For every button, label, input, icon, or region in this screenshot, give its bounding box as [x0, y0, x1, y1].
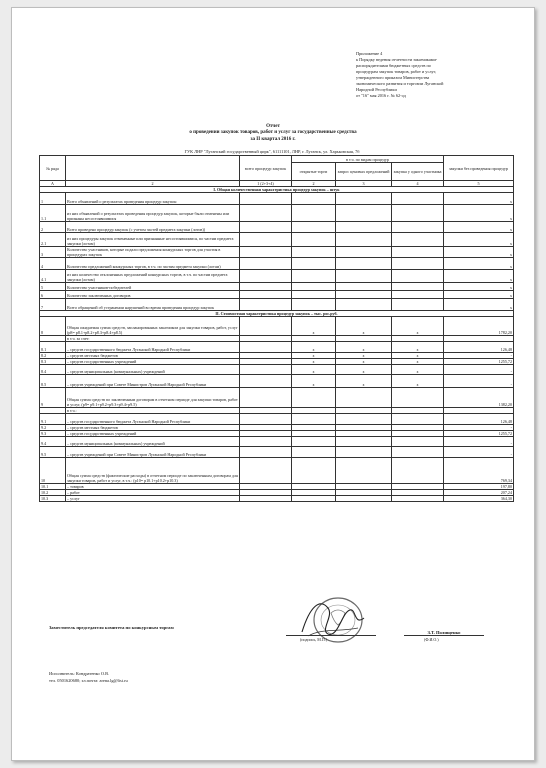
value-cell: x: [292, 365, 336, 375]
value-cell: [392, 247, 444, 258]
value-cell: [336, 447, 392, 458]
value-cell: [240, 375, 292, 388]
value-cell: x: [392, 365, 444, 375]
signatory-name: З.Т. Полищенко: [427, 630, 461, 635]
value-cell: [292, 291, 336, 299]
row-number: 8.3: [40, 359, 66, 365]
header-open-tenders: открытые торги: [292, 163, 336, 181]
row-number: 8.1: [40, 342, 66, 353]
value-cell: [392, 291, 444, 299]
row-label: в т.ч.:: [66, 408, 240, 414]
value-cell: -: [444, 447, 514, 458]
value-cell: 126,48: [444, 342, 514, 353]
value-cell: x: [444, 291, 514, 299]
row-number: 8: [40, 317, 66, 336]
value-cell: -: [444, 365, 514, 375]
row-label: из них количество отклоненных предложений конкурсных торгов, в т.ч. по частям предмета закупки (лотам): [66, 270, 240, 283]
value-cell: [292, 270, 336, 283]
value-cell: 197,80: [444, 484, 514, 490]
value-cell: x: [392, 342, 444, 353]
value-cell: [336, 291, 392, 299]
row-label: – средств учреждений при Совете Министров Луганской Народной Республики: [66, 375, 240, 388]
value-cell: [240, 258, 292, 270]
value-cell: x: [392, 375, 444, 388]
appendix-line: Народной Республики: [356, 87, 397, 92]
index-cell: 2: [292, 181, 336, 187]
header-price-quotes: запрос ценовых предложений: [336, 163, 392, 181]
value-cell: [292, 299, 336, 311]
row-number: 10.1: [40, 484, 66, 490]
value-cell: 1782,20: [444, 317, 514, 336]
value-cell: -: [444, 353, 514, 359]
row-number: 2.1: [40, 233, 66, 247]
section-title: II. Стоимостная характеристика процедур закупок – тыс. рос.руб.: [40, 311, 514, 317]
value-cell: 1255,72: [444, 431, 514, 437]
value-cell: [392, 205, 444, 222]
name-hint: (Ф.И.О.): [424, 637, 439, 642]
row-label: – средств государственных учреждений: [66, 431, 240, 437]
row-label: Количество предложений конкурсных торгов, в т.ч. по частям предмета закупки (лотам): [66, 258, 240, 270]
value-cell: [336, 205, 392, 222]
value-cell: 769,34: [444, 458, 514, 484]
value-cell: 1382,20: [444, 388, 514, 408]
value-cell: [292, 388, 336, 408]
value-cell: x: [444, 247, 514, 258]
row-number: 2: [40, 222, 66, 233]
value-cell: x: [292, 359, 336, 365]
table-row: [40, 247, 514, 258]
value-cell: [336, 258, 392, 270]
value-cell: [392, 437, 444, 447]
value-cell: [240, 283, 292, 291]
row-label: Количество заключенных договоров: [66, 291, 240, 299]
value-cell: [292, 247, 336, 258]
table-row: [40, 205, 514, 222]
report-title: [12, 124, 534, 143]
value-cell: x: [336, 317, 392, 336]
value-cell: [336, 299, 392, 311]
value-cell: [240, 458, 292, 484]
value-cell: x: [336, 353, 392, 359]
value-cell: [292, 496, 336, 502]
value-cell: [240, 388, 292, 408]
appendix-line: экономического развития и торговли Луганской: [356, 81, 444, 86]
index-cell: 5: [444, 181, 514, 187]
value-cell: 1255,72: [444, 359, 514, 365]
value-cell: [240, 233, 292, 247]
value-cell: [240, 205, 292, 222]
row-label: – средств государственных учреждений: [66, 359, 240, 365]
table-row: [40, 317, 514, 336]
header-indicator: [66, 156, 240, 181]
value-cell: x: [444, 233, 514, 247]
appendix-line: к Порядку ведения отчетности заказчиками-: [356, 57, 438, 62]
value-cell: x: [392, 353, 444, 359]
value-cell: [240, 496, 292, 502]
executor-contacts: тел. 0501620680; эл.почта: arena.lg@list.ru: [49, 677, 128, 683]
value-cell: [292, 233, 336, 247]
signature-hint: (подпись, М.П.): [300, 637, 328, 642]
value-cell: [240, 437, 292, 447]
row-number: 1.1: [40, 205, 66, 222]
value-cell: x: [336, 359, 392, 365]
value-cell: [392, 447, 444, 458]
value-cell: [292, 414, 336, 425]
value-cell: [240, 193, 292, 205]
row-number: 3: [40, 247, 66, 258]
name-line: [404, 635, 484, 636]
row-label: – средств муниципальных (коммунальных) учреждений: [66, 437, 240, 447]
executor-info: [49, 671, 128, 684]
value-cell: -: [444, 437, 514, 447]
table-row: [40, 458, 514, 484]
appendix-line: от "16" мая 2016 г. № 62-од: [356, 93, 406, 98]
title-line: Отчет: [266, 124, 280, 129]
value-cell: -: [444, 425, 514, 431]
index-cell: 4: [392, 181, 444, 187]
value-cell: 126,48: [444, 414, 514, 425]
row-number: 8.4: [40, 365, 66, 375]
value-cell: 364,30: [444, 496, 514, 502]
table-row: [40, 414, 514, 425]
value-cell: [336, 233, 392, 247]
table-row: [40, 375, 514, 388]
row-number: 9.3: [40, 431, 66, 437]
value-cell: [292, 283, 336, 291]
row-number: 8.5: [40, 375, 66, 388]
value-cell: [240, 342, 292, 353]
table-row: [40, 270, 514, 283]
value-cell: [392, 258, 444, 270]
row-label: – работ: [66, 490, 240, 496]
row-label: – средств муниципальных (коммунальных) учреждений: [66, 365, 240, 375]
value-cell: [392, 233, 444, 247]
value-cell: [292, 458, 336, 484]
table-row: [40, 258, 514, 270]
value-cell: [336, 414, 392, 425]
executor-name: Исполнитель: Кондратенко О.В.: [49, 671, 110, 676]
row-label: из них объявлений о результатах проведения процедур закупок, которые были отменены или признаны несостоявшимися: [66, 205, 240, 222]
table-row: [40, 193, 514, 205]
row-label: – услуг: [66, 496, 240, 502]
table-row: [40, 365, 514, 375]
value-cell: x: [336, 375, 392, 388]
value-cell: x: [292, 317, 336, 336]
value-cell: x: [444, 270, 514, 283]
value-cell: [336, 270, 392, 283]
header-single-source: закупка у одного участника: [392, 163, 444, 181]
row-label: Общая сумма средств (фактические расходы) в отчетном периоде по заключенным договорам для закупки товаров, работ и услуг, в т.ч.: (р10= р10.1+р10.2+р10.3): [66, 458, 240, 484]
value-cell: x: [444, 222, 514, 233]
value-cell: x: [444, 205, 514, 222]
row-label: Всего обращений об устранении нарушений во время проведения процедур закупок: [66, 299, 240, 311]
value-cell: [392, 270, 444, 283]
row-number: 10: [40, 458, 66, 484]
row-label: – средств государственного бюджета Луганской Народной Республики: [66, 414, 240, 425]
row-number: 5: [40, 283, 66, 291]
value-cell: [336, 437, 392, 447]
table-row: [40, 447, 514, 458]
value-cell: [240, 317, 292, 336]
signature-line: [286, 635, 376, 636]
value-cell: [336, 283, 392, 291]
value-cell: [292, 258, 336, 270]
value-cell: x: [444, 193, 514, 205]
value-cell: [292, 193, 336, 205]
row-number: 6: [40, 291, 66, 299]
value-cell: [392, 193, 444, 205]
value-cell: [240, 299, 292, 311]
row-label: – средств государственного бюджета Луганской Народной Республики: [66, 342, 240, 353]
value-cell: [292, 447, 336, 458]
table-row: [40, 283, 514, 291]
row-number: 9: [40, 388, 66, 408]
appendix-note: [356, 51, 526, 99]
value-cell: [240, 447, 292, 458]
value-cell: [292, 222, 336, 233]
index-cell: 1 (2+3+4): [240, 181, 292, 187]
appendix-line: Приложение 4: [356, 51, 383, 56]
value-cell: -: [444, 375, 514, 388]
row-number: 4: [40, 258, 66, 270]
value-cell: [336, 458, 392, 484]
table-row: [40, 233, 514, 247]
value-cell: x: [444, 299, 514, 311]
index-cell: 3: [336, 181, 392, 187]
table-row: [40, 222, 514, 233]
value-cell: [240, 365, 292, 375]
index-cell: А: [40, 181, 66, 187]
signatory-position: Заместитель председателя комитета по конкурсным торгам: [49, 625, 174, 630]
value-cell: 207,24: [444, 490, 514, 496]
value-cell: x: [336, 365, 392, 375]
row-label: Количество участников, которые подали предложения конкурсных торгов для участия в процедурах закупок: [66, 247, 240, 258]
value-cell: [392, 222, 444, 233]
value-cell: x: [292, 375, 336, 388]
row-label: Общая сумма средств по заключенным договорам в отчетном периоде для закупки товаров, работ и услуг, (р9= р9.1+р9.2+р9.3+р9.4+р9.5): [66, 388, 240, 408]
row-number: 9.2: [40, 425, 66, 431]
value-cell: x: [292, 353, 336, 359]
row-number: 9.1: [40, 414, 66, 425]
header-by-type: в т.ч. по видам процедур: [292, 156, 444, 163]
table-row: [40, 291, 514, 299]
row-number: 7: [40, 299, 66, 311]
value-cell: x: [444, 258, 514, 270]
value-cell: [336, 222, 392, 233]
value-cell: [336, 193, 392, 205]
index-cell: 2: [66, 181, 240, 187]
row-label: в т.ч. за счет:: [66, 336, 240, 342]
section-title: I. Общая количественная характеристика процедур закупок – штук: [40, 187, 514, 193]
value-cell: x: [392, 359, 444, 365]
row-label: Всего проведено процедур закупок (с учетом частей предмета закупки (лотов)): [66, 222, 240, 233]
table-row: [40, 496, 514, 502]
value-cell: [240, 222, 292, 233]
value-cell: [392, 388, 444, 408]
row-number: 1: [40, 193, 66, 205]
row-label: Всего объявлений о результатах проведения процедур закупок:: [66, 193, 240, 205]
header-total: всего процедур закупок: [240, 156, 292, 181]
row-label: – средств местных бюджетов: [66, 425, 240, 431]
table-row: [40, 299, 514, 311]
row-number: 4.1: [40, 270, 66, 283]
table-row: [40, 388, 514, 408]
header-no-procedure: закупки без проведения процедур: [444, 156, 514, 181]
row-label: из них процедуры закупок отмененные или признанные несостоявшимися, по частям предмета закупки (лотам): [66, 233, 240, 247]
value-cell: [392, 458, 444, 484]
value-cell: [240, 291, 292, 299]
row-number: 10.3: [40, 496, 66, 502]
value-cell: [292, 205, 336, 222]
value-cell: [336, 247, 392, 258]
table-row: [40, 437, 514, 447]
value-cell: x: [392, 317, 444, 336]
value-cell: x: [336, 342, 392, 353]
row-number: 9.4: [40, 437, 66, 447]
appendix-line: процедурам закупок товаров, работ и услуг,: [356, 69, 437, 74]
value-cell: [336, 388, 392, 408]
value-cell: [392, 283, 444, 291]
value-cell: [336, 496, 392, 502]
appendix-line: распорядителями бюджетных средств по: [356, 63, 431, 68]
value-cell: [240, 414, 292, 425]
title-line: о проведении закупок товаров, работ и услуг за государственные средства: [189, 130, 357, 136]
table-row: [40, 342, 514, 353]
row-label: Количество участников-победителей: [66, 283, 240, 291]
row-label: – средств местных бюджетов: [66, 353, 240, 359]
row-number: 9.5: [40, 447, 66, 458]
value-cell: [292, 437, 336, 447]
report-table: [39, 155, 514, 502]
row-label: – средств учреждений при Совете Министров Луганской Народной Республики: [66, 447, 240, 458]
value-cell: [392, 414, 444, 425]
header-row-number: № ряда: [40, 156, 66, 181]
row-number: 10.2: [40, 490, 66, 496]
value-cell: [392, 496, 444, 502]
value-cell: [240, 247, 292, 258]
value-cell: [392, 299, 444, 311]
row-label: – товаров: [66, 484, 240, 490]
value-cell: x: [444, 283, 514, 291]
organization-line: ГУК ЛНР "Луганский государственный цирк", 61111101, ЛНР, г. Луганск, ул. Харьковская, 7б: [132, 149, 412, 156]
value-cell: [240, 270, 292, 283]
value-cell: x: [292, 342, 336, 353]
document-page: [11, 7, 535, 761]
row-label: Общая ожидаемая сумма средств, запланированных заказчиком для закупки товаров, работ, услуг (р8= р8.1+р8.2+р8.3+р8.4+р8.5): [66, 317, 240, 336]
title-line: за II квартал 2016 г.: [250, 136, 296, 142]
appendix-line: утвержденного приказом Министерства: [356, 75, 430, 80]
row-number: 8.2: [40, 353, 66, 359]
